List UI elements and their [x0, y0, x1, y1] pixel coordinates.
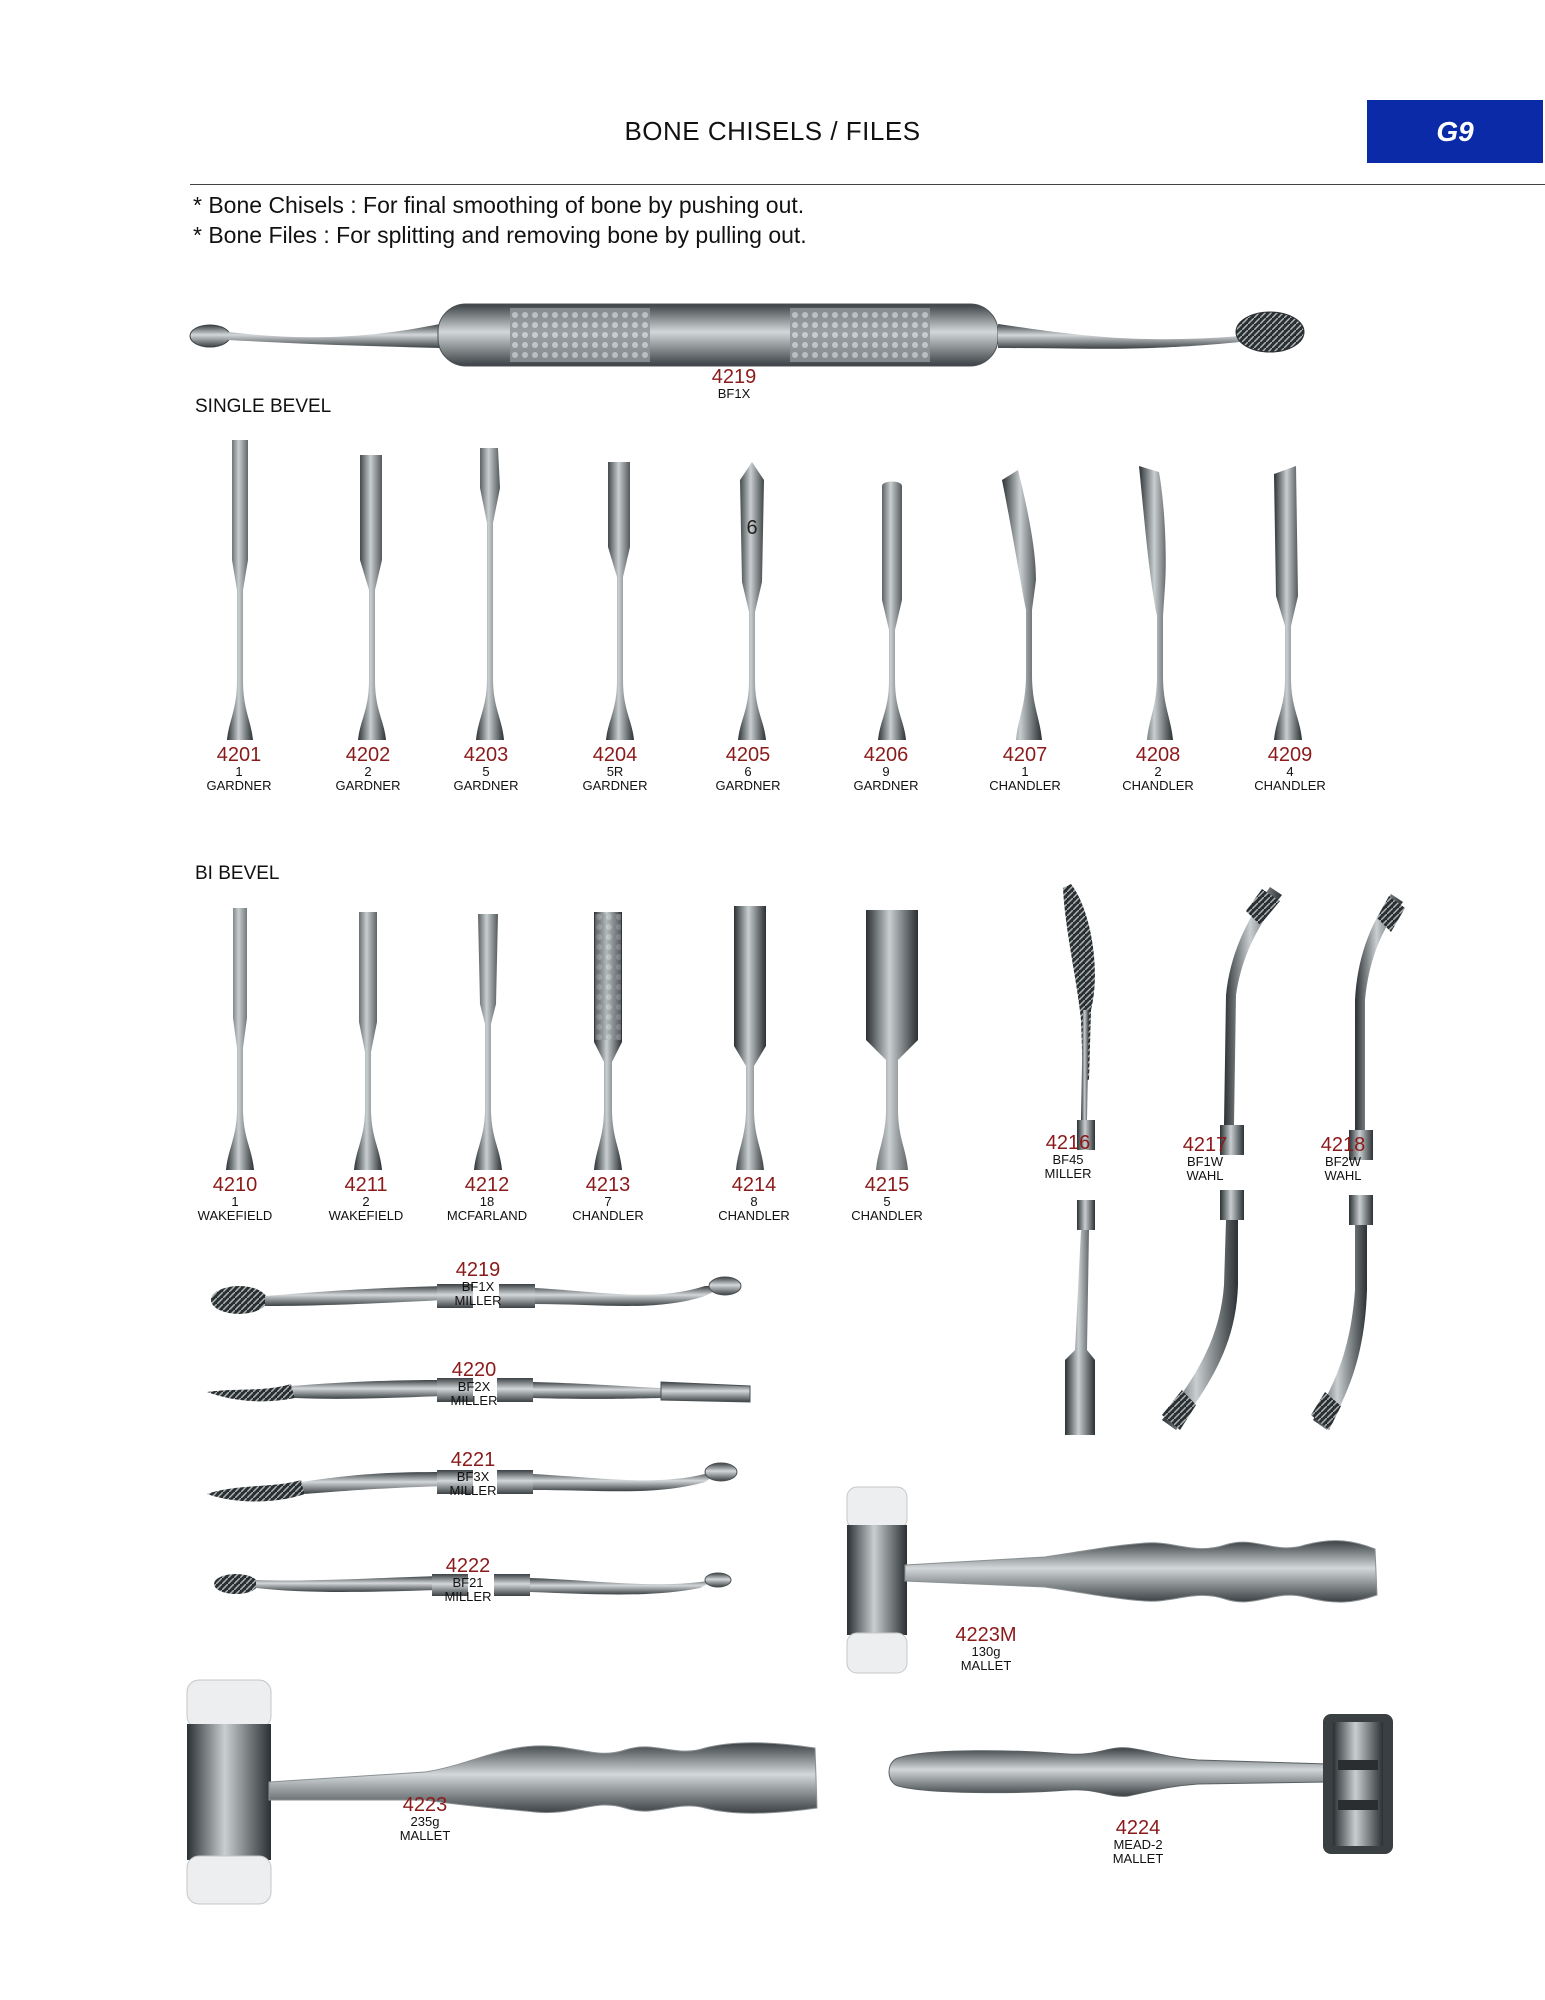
chisel-4201-image	[222, 440, 258, 740]
product-code: 4209	[1267, 744, 1313, 766]
product-size: 5	[883, 1194, 891, 1210]
product-code: 4219	[455, 1259, 501, 1281]
product-name: CHANDLER	[1122, 777, 1194, 793]
product-code: 4217	[1182, 1134, 1228, 1156]
page-tab: G9	[1367, 100, 1543, 163]
product-label-4201	[179, 745, 299, 792]
chisel-4211-image	[348, 912, 388, 1170]
product-size: BF45	[1052, 1152, 1084, 1168]
product-code: 4203	[463, 744, 509, 766]
chisel-4212-image	[468, 914, 508, 1170]
product-code: 4223	[402, 1794, 448, 1816]
product-name: WAHL	[1324, 1167, 1362, 1183]
product-code: 4208	[1135, 744, 1181, 766]
product-name: WAHL	[1186, 1167, 1224, 1183]
product-name: MALLET	[960, 1657, 1012, 1673]
product-size: 1	[1021, 764, 1029, 780]
product-label-4218	[1283, 1135, 1403, 1182]
product-name: MCFARLAND	[446, 1207, 528, 1223]
product-label-4215	[827, 1175, 947, 1222]
product-name: MILLER	[1044, 1165, 1092, 1181]
product-code: 4221	[450, 1449, 496, 1471]
chisel-4204-image	[600, 462, 640, 740]
product-name: MILLER	[449, 1482, 497, 1498]
product-label-4209	[1230, 745, 1350, 792]
product-label-4221	[413, 1450, 533, 1497]
product-name: GARDNER	[335, 777, 401, 793]
chisel-4203-image	[470, 448, 510, 740]
product-code: 4219	[711, 366, 757, 388]
product-code: 4213	[585, 1174, 631, 1196]
product-size: BF21	[452, 1575, 484, 1591]
product-label-4206	[826, 745, 946, 792]
product-label-4216	[1008, 1133, 1128, 1180]
product-code: 4201	[216, 744, 262, 766]
product-name: CHANDLER	[851, 1207, 923, 1223]
product-size: 5R	[606, 764, 624, 780]
product-name: GARDNER	[453, 777, 519, 793]
product-label-4224	[1078, 1818, 1198, 1865]
product-label-4202	[308, 745, 428, 792]
product-name: MILLER	[454, 1292, 502, 1308]
product-name: MALLET	[399, 1827, 451, 1843]
product-size: 2	[1154, 764, 1162, 780]
product-size: BF1X	[717, 386, 751, 402]
product-size: 2	[364, 764, 372, 780]
product-label-4223	[365, 1795, 485, 1842]
product-label-4205	[688, 745, 808, 792]
product-size: 1	[235, 764, 243, 780]
product-size: BF3X	[456, 1469, 490, 1485]
product-code: 4210	[212, 1174, 258, 1196]
product-name: MALLET	[1112, 1850, 1164, 1866]
chisel-4207-image	[1000, 470, 1060, 740]
product-name: CHANDLER	[989, 777, 1061, 793]
product-label-4208	[1098, 745, 1218, 792]
product-size: 2	[362, 1194, 370, 1210]
product-name: GARDNER	[206, 777, 272, 793]
intro-line-chisels: * Bone Chisels : For final smoothing of bone by pushing out.	[193, 192, 805, 218]
product-code: 4207	[1002, 744, 1048, 766]
product-label-4219	[674, 367, 794, 401]
product-code: 4216	[1045, 1132, 1091, 1154]
product-name: GARDNER	[853, 777, 919, 793]
product-size: BF2W	[1324, 1154, 1362, 1170]
product-size: 1	[231, 1194, 239, 1210]
mallet-4223-image	[185, 1678, 825, 1908]
product-size: BF1W	[1186, 1154, 1224, 1170]
product-label-4223m	[926, 1625, 1046, 1672]
product-code: 4215	[864, 1174, 910, 1196]
chisel-4205-image	[732, 462, 772, 740]
product-code: 4223M	[955, 1624, 1017, 1646]
product-label-4214	[694, 1175, 814, 1222]
product-label-4222	[408, 1556, 528, 1603]
product-size: 18	[479, 1194, 495, 1210]
product-code: 4222	[445, 1555, 491, 1577]
chisel-4206-image	[872, 480, 912, 740]
product-size: 130g	[971, 1644, 1001, 1660]
chisel-4210-image	[220, 908, 260, 1170]
product-size: 4	[1286, 764, 1294, 780]
product-code: 4202	[345, 744, 391, 766]
product-size: 5	[482, 764, 490, 780]
product-label-4220	[414, 1360, 534, 1407]
product-name: CHANDLER	[1254, 777, 1326, 793]
product-code: 4205	[725, 744, 771, 766]
svg-text:6: 6	[746, 517, 758, 539]
product-size: 235g	[410, 1814, 440, 1830]
product-name: WAKEFIELD	[197, 1207, 273, 1223]
header-divider	[190, 184, 1545, 185]
product-size: MEAD-2	[1113, 1837, 1163, 1853]
product-label-4207	[965, 745, 1085, 792]
product-label-4212	[427, 1175, 547, 1222]
chisel-4215-image	[862, 910, 922, 1170]
page-title: BONE CHISELS / FILES	[624, 116, 921, 146]
product-label-4204	[555, 745, 675, 792]
product-code: 4224	[1115, 1817, 1161, 1839]
section-single-bevel: SINGLE BEVEL	[195, 396, 332, 417]
chisel-4202-image	[352, 455, 392, 740]
product-label-4210	[175, 1175, 295, 1222]
product-name: CHANDLER	[572, 1207, 644, 1223]
product-code: 4218	[1320, 1134, 1366, 1156]
product-size: 8	[750, 1194, 758, 1210]
product-label-4211	[306, 1175, 426, 1222]
intro-line-files: * Bone Files : For splitting and removing bone by pulling out.	[193, 222, 807, 248]
product-code: 4206	[863, 744, 909, 766]
product-code: 4211	[344, 1174, 388, 1196]
product-label-4219-miller	[418, 1260, 538, 1307]
product-label-4213	[548, 1175, 668, 1222]
product-name: MILLER	[450, 1392, 498, 1408]
chisel-4209-image	[1268, 466, 1308, 740]
product-size: BF2X	[457, 1379, 491, 1395]
product-name: GARDNER	[582, 777, 648, 793]
product-size: 9	[882, 764, 890, 780]
product-code: 4212	[464, 1174, 510, 1196]
product-label-4217	[1145, 1135, 1265, 1182]
chisel-4208-image	[1135, 466, 1185, 740]
product-name: MILLER	[444, 1588, 492, 1604]
product-label-4203	[426, 745, 546, 792]
product-code: 4214	[731, 1174, 777, 1196]
section-bi-bevel: BI BEVEL	[195, 863, 280, 884]
product-name: WAKEFIELD	[328, 1207, 404, 1223]
chisel-4213-image	[584, 912, 632, 1170]
chisel-4214-image	[726, 906, 774, 1170]
product-name: CHANDLER	[718, 1207, 790, 1223]
product-size: 6	[744, 764, 752, 780]
product-code: 4204	[592, 744, 638, 766]
product-size: BF1X	[461, 1279, 495, 1295]
product-code: 4220	[451, 1359, 497, 1381]
product-name: GARDNER	[715, 777, 781, 793]
product-size: 7	[604, 1194, 612, 1210]
